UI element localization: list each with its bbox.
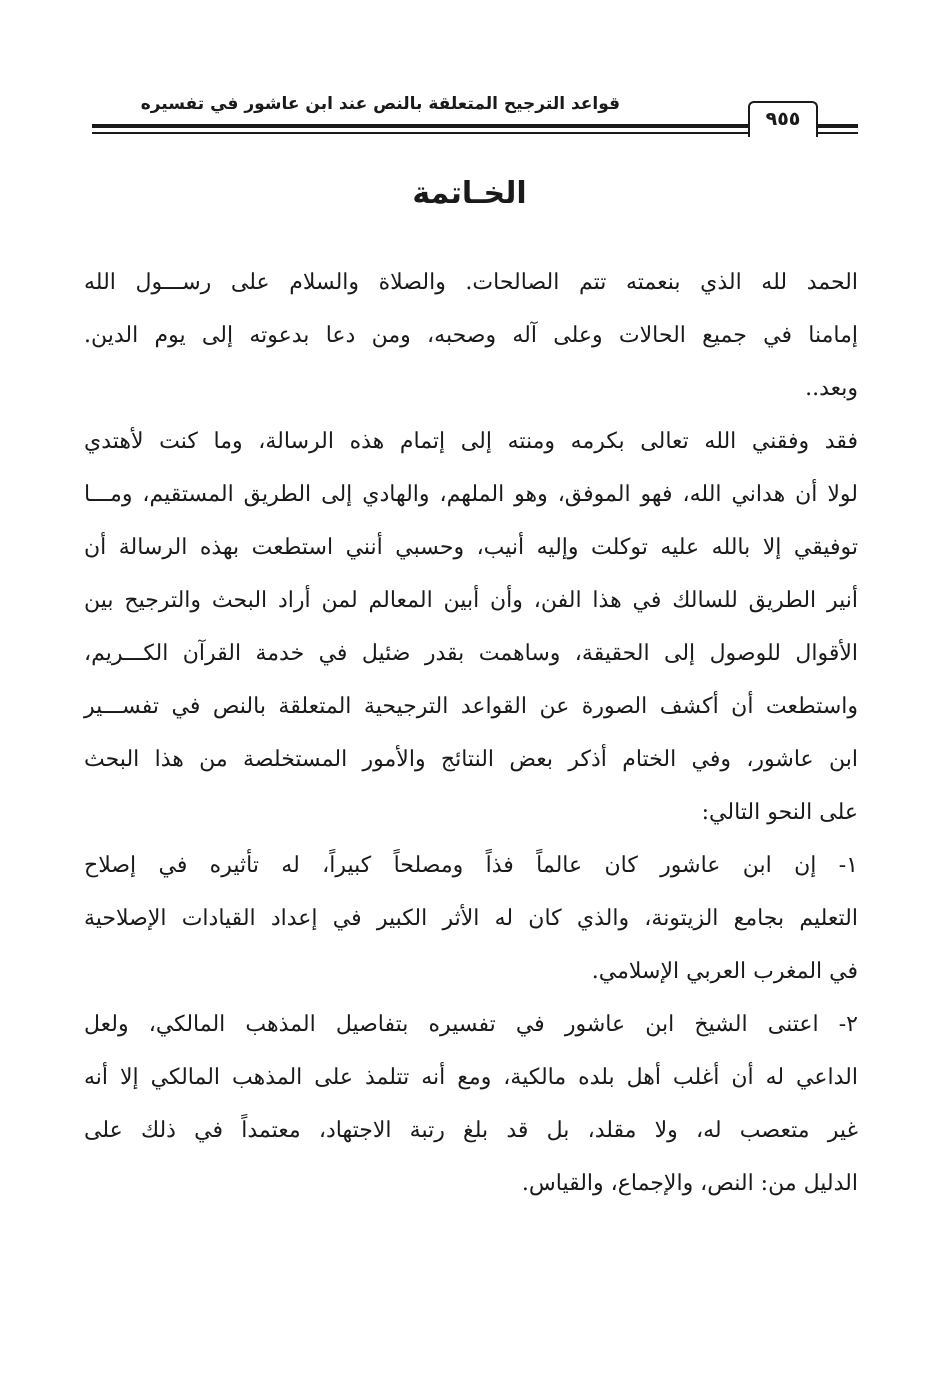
text-line: الأقوال للوصول إلى الحقيقة، وساهمت بقدر ضئيل في خدمة القرآن الكـــريم، xyxy=(84,641,858,666)
text-line: لولا أن هداني الله، فهو الموفق، وهو الملهم، والهادي إلى الطريق المستقيم، ومـــا xyxy=(84,482,858,507)
text-line: فقد وفقني الله تعالى بكرمه ومنته إلى إتمام هذه الرسالة، وما كنت لأهتدي xyxy=(84,429,858,454)
text-line: وبعد.. xyxy=(805,376,858,401)
text-line: ١- إن ابن عاشور كان عالماً فذاً ومصلحاً كبيراً، له تأثيره في إصلاح xyxy=(84,853,858,878)
text-line: الداعي له أن أغلب أهل بلده مالكية، ومع أنه تتلمذ على المذهب المالكي إلا أنه xyxy=(84,1065,858,1090)
header-rule-thick xyxy=(92,124,858,128)
text-line: توفيقي إلا بالله عليه توكلت وإليه أنيب، وحسبي أنني استطعت بهذه الرسالة أن xyxy=(84,535,858,560)
text-line: الحمد لله الذي بنعمته تتم الصالحات. والصلاة والسلام على رســـول الله xyxy=(84,270,858,295)
text-line: واستطعت أن أكشف الصورة عن القواعد الترجيحية المتعلقة بالنص في تفســـير xyxy=(84,694,858,719)
text-line: أنير الطريق للسالك في هذا الفن، وأن أبين المعالم لمن أراد البحث والترجيح بين xyxy=(84,588,858,613)
text-line: الدليل من: النص، والإجماع، والقياس. xyxy=(521,1171,858,1196)
page-number: ٩٥٥ xyxy=(748,101,818,137)
text-line: ٢- اعتنى الشيخ ابن عاشور في تفسيره بتفاصيل المذهب المالكي، ولعل xyxy=(84,1012,858,1037)
text-line: التعليم بجامع الزيتونة، والذي كان له الأثر الكبير في إعداد القيادات الإصلاحية xyxy=(84,906,858,931)
text-line: إمامنا في جميع الحالات وعلى آله وصحبه، ومن دعا بدعوته إلى يوم الدين. xyxy=(84,323,858,348)
text-line: غير متعصب له، ولا مقلد، بل قد بلغ رتبة الاجتهاد، معتمداً في ذلك على xyxy=(84,1118,858,1143)
running-head: قواعد الترجيح المتعلقة بالنص عند ابن عاشور في تفسيره xyxy=(140,94,620,114)
text-line: ابن عاشور، وفي الختام أذكر بعض النتائج والأمور المستخلصة من هذا البحث xyxy=(84,747,858,772)
text-line: في المغرب العربي الإسلامي. xyxy=(591,959,858,984)
body-text xyxy=(84,256,858,1210)
text-line: على النحو التالي: xyxy=(701,800,858,825)
page-title: الخـاتمة xyxy=(412,176,527,211)
header-rule-thin xyxy=(92,132,858,134)
